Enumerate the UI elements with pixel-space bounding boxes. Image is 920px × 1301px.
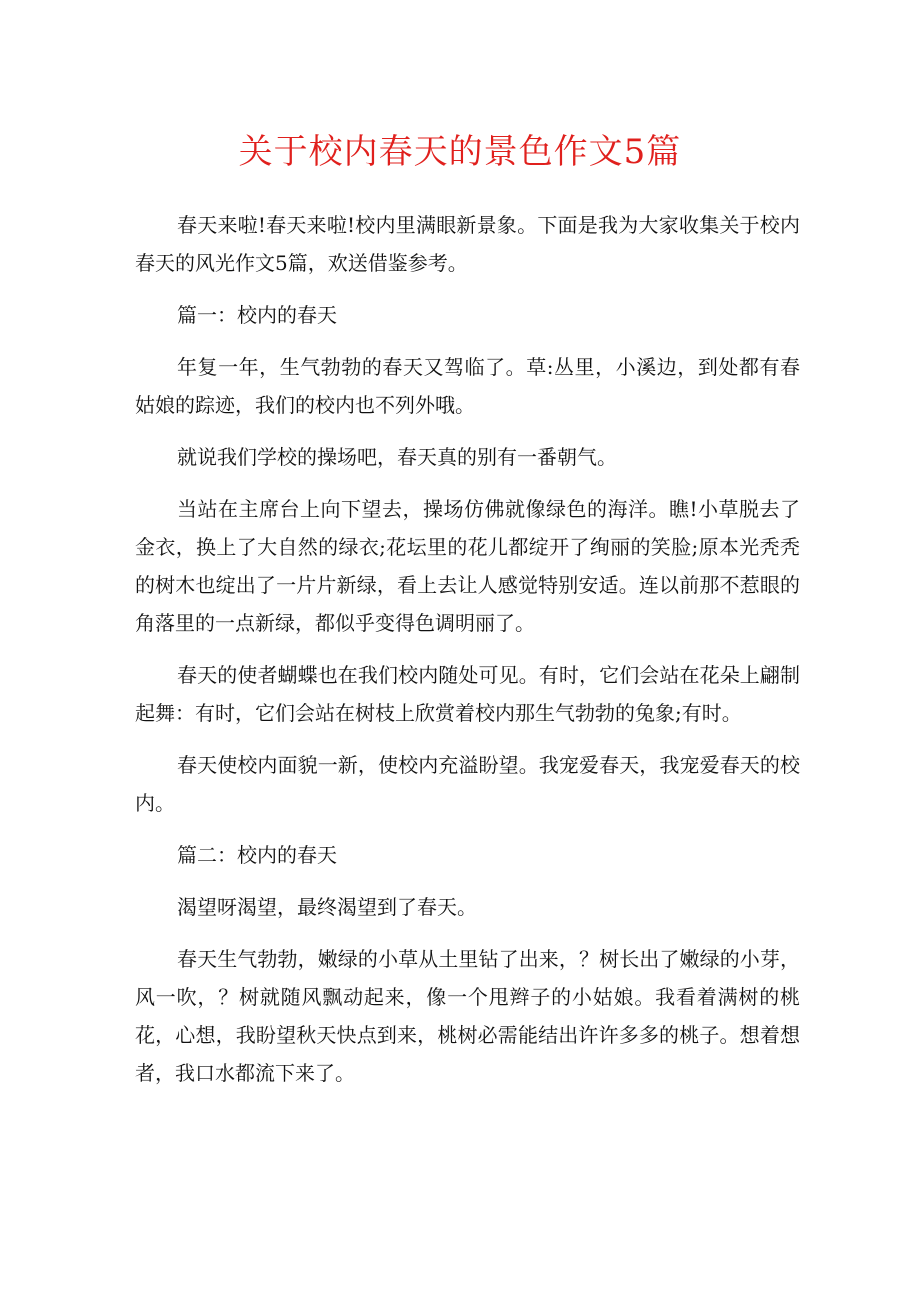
- body-paragraph: 就说我们学校的操场吧，春天真的别有一番朝气。: [177, 445, 617, 469]
- body-paragraph: 春天的使者蝴蝶也在我们校内随处可见。有时，它们会站在花朵上翩制起舞：有时，它们会站在树枝上欣赏着校内那生气勃勃的兔象;有时。: [135, 663, 800, 725]
- document-title: 关于校内春天的景色作文5篇: [238, 132, 682, 172]
- body-paragraph: 年复一年，生气勃勃的春天又驾临了。草:丛里，小溪边，到处都有春姑娘的踪迹，我们的校内也不列外哦。: [135, 355, 800, 417]
- body-paragraph: 当站在主席台上向下望去，操场仿佛就像绿色的海洋。瞧!小草脱去了金衣，换上了大自然的绿衣;花坛里的花儿都绽开了绚丽的笑脸;原本光秃秃的树木也绽出了一片片新绿，看上去让人感觉特别安适。连以前那不惹眼的角落里的一点新绿，都似乎变得色调明丽了。: [135, 497, 800, 635]
- section-heading-2: 篇二：校内的春天: [177, 843, 337, 867]
- body-paragraph: 春天生气勃勃，嫩绿的小草从土里钻了出来，？树长出了嫩绿的小芽，风一吹，？树就随风飘动起来，像一个甩辫子的小姑娘。我看着满树的桃花，心想，我盼望秋天快点到来，桃树必需能结出许许多多的桃子。想着想者，我口水都流下来了。: [135, 947, 800, 1085]
- document-body: [135, 206, 800, 1106]
- intro-paragraph: 春天来啦!春天来啦!校内里满眼新景象。下面是我为大家收集关于校内春天的风光作文5篇，欢送借鉴参考。: [135, 213, 800, 275]
- body-paragraph: 渴望呀渴望，最终渴望到了春天。: [177, 895, 477, 919]
- section-heading-1: 篇一：校内的春天: [177, 303, 337, 327]
- body-paragraph: 春天使校内面貌一新，使校内充溢盼望。我宠爱春天，我宠爱春天的校内。: [135, 753, 800, 815]
